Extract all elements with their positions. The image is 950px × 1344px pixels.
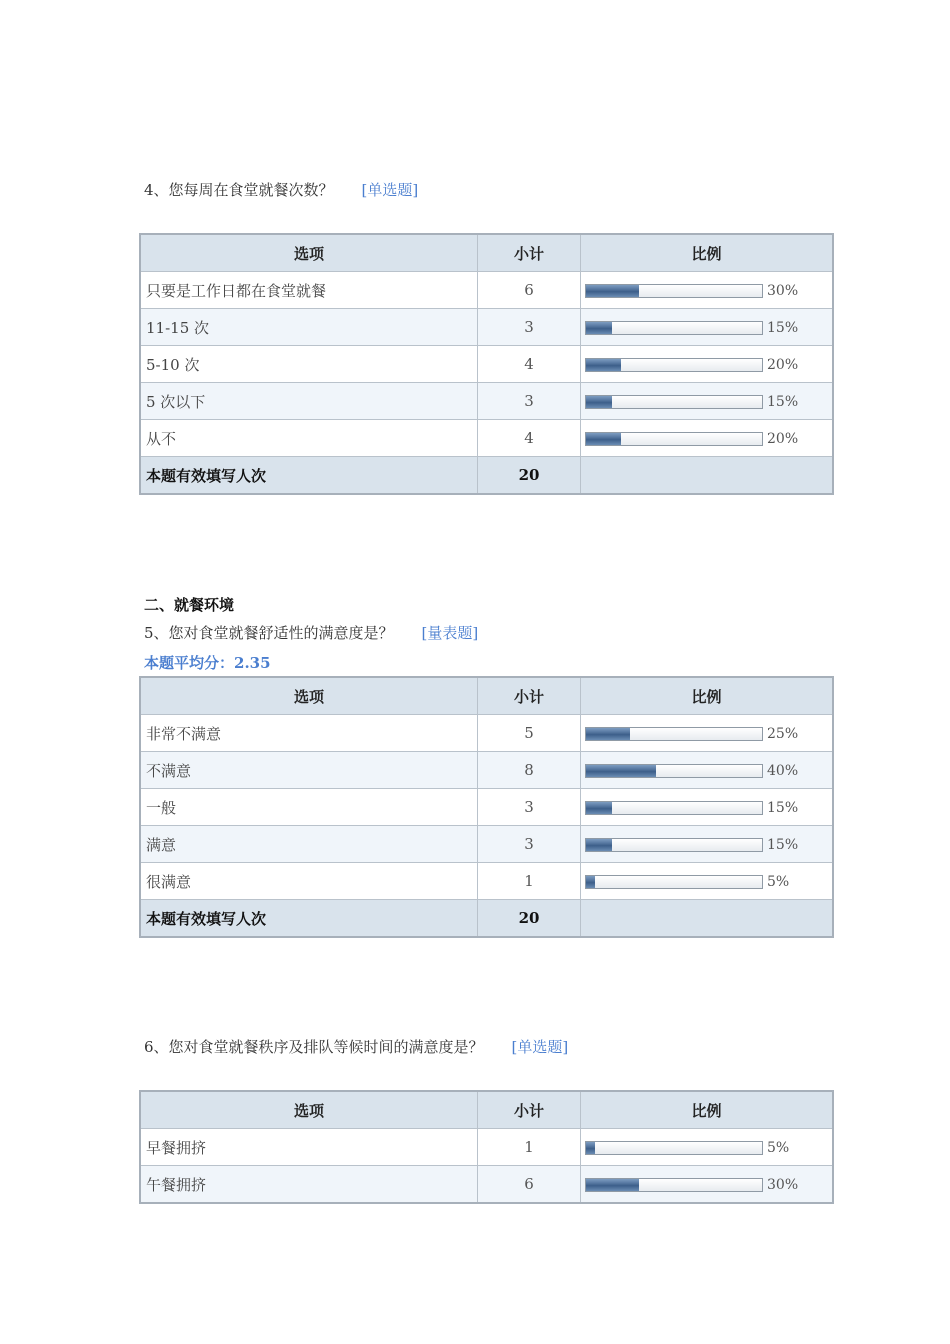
question-5-text: 5、您对食堂就餐舒适性的满意度是？ — [144, 624, 394, 642]
percent-label: 40% — [767, 763, 799, 779]
summary-label: 本题有效填写人次 — [140, 457, 478, 495]
option-label: 午餐拥挤 — [140, 1166, 478, 1204]
summary-label: 本题有效填写人次 — [140, 900, 478, 938]
ratio-cell — [581, 420, 834, 457]
table-header-row — [140, 1091, 833, 1129]
percent-label: 25% — [767, 726, 799, 742]
percent-label: 20% — [767, 357, 799, 373]
table-row — [140, 752, 833, 789]
ratio-cell — [581, 309, 834, 346]
ratio-cell — [581, 272, 834, 309]
option-count: 1 — [478, 1129, 581, 1166]
table-row — [140, 420, 833, 457]
option-label: 从不 — [140, 420, 478, 457]
percent-label: 15% — [767, 320, 799, 336]
summary-empty-cell — [581, 900, 834, 938]
question-5-type: [量表题] — [421, 624, 479, 642]
option-label: 只要是工作日都在食堂就餐 — [140, 272, 478, 309]
option-count: 3 — [478, 309, 581, 346]
question-6-table — [139, 1090, 834, 1204]
percent-label: 20% — [767, 431, 799, 447]
question-6-title — [144, 1036, 568, 1057]
percent-label: 30% — [767, 283, 799, 299]
ratio-cell — [581, 383, 834, 420]
table-row — [140, 715, 833, 752]
section-title: 二、就餐环境 — [144, 596, 235, 614]
option-count: 8 — [478, 752, 581, 789]
progress-bar — [585, 764, 763, 778]
table-row — [140, 826, 833, 863]
ratio-cell — [581, 789, 834, 826]
option-label: 5 次以下 — [140, 383, 478, 420]
table-row — [140, 1166, 833, 1204]
option-count: 6 — [478, 272, 581, 309]
ratio-cell — [581, 826, 834, 863]
average-score: 本题平均分：2.35 — [144, 654, 271, 672]
progress-bar — [585, 838, 763, 852]
progress-bar — [585, 1141, 763, 1155]
summary-row — [140, 457, 833, 495]
question-4-text: 4、您每周在食堂就餐次数？ — [144, 181, 334, 199]
percent-label: 5% — [767, 874, 790, 890]
progress-bar-fill — [586, 322, 612, 334]
percent-label: 15% — [767, 837, 799, 853]
column-header-ratio: 比例 — [581, 677, 834, 715]
table-row — [140, 1129, 833, 1166]
column-header-ratio: 比例 — [581, 234, 834, 272]
option-label: 一般 — [140, 789, 478, 826]
question-4-title — [144, 179, 418, 200]
column-header-option: 选项 — [140, 1091, 478, 1129]
percent-label: 5% — [767, 1140, 790, 1156]
table-header-row — [140, 677, 833, 715]
table-row — [140, 309, 833, 346]
ratio-cell — [581, 715, 834, 752]
column-header-option: 选项 — [140, 234, 478, 272]
progress-bar — [585, 1178, 763, 1192]
progress-bar-fill — [586, 396, 612, 408]
option-count: 4 — [478, 346, 581, 383]
table-header-row — [140, 234, 833, 272]
progress-bar-fill — [586, 728, 630, 740]
column-header-count: 小计 — [478, 234, 581, 272]
column-header-count: 小计 — [478, 677, 581, 715]
progress-bar-fill — [586, 433, 621, 445]
column-header-ratio: 比例 — [581, 1091, 834, 1129]
summary-count: 20 — [478, 457, 581, 495]
progress-bar-fill — [586, 285, 639, 297]
table-row — [140, 346, 833, 383]
progress-bar-fill — [586, 802, 612, 814]
option-count: 3 — [478, 826, 581, 863]
ratio-cell — [581, 752, 834, 789]
question-4-table — [139, 233, 834, 495]
percent-label: 30% — [767, 1177, 799, 1193]
option-label: 不满意 — [140, 752, 478, 789]
ratio-cell — [581, 863, 834, 900]
option-count: 3 — [478, 383, 581, 420]
option-label: 很满意 — [140, 863, 478, 900]
percent-label: 15% — [767, 394, 799, 410]
progress-bar — [585, 432, 763, 446]
option-count: 1 — [478, 863, 581, 900]
question-6-type: [单选题] — [511, 1038, 569, 1056]
option-count: 3 — [478, 789, 581, 826]
column-header-option: 选项 — [140, 677, 478, 715]
progress-bar — [585, 358, 763, 372]
question-5-title — [144, 622, 478, 643]
option-label: 11-15 次 — [140, 309, 478, 346]
progress-bar — [585, 727, 763, 741]
progress-bar-fill — [586, 765, 656, 777]
progress-bar-fill — [586, 876, 595, 888]
progress-bar-fill — [586, 359, 621, 371]
summary-empty-cell — [581, 457, 834, 495]
question-4-type: [单选题] — [361, 181, 419, 199]
progress-bar-fill — [586, 1179, 639, 1191]
question-5-table — [139, 676, 834, 938]
option-count: 5 — [478, 715, 581, 752]
option-label: 满意 — [140, 826, 478, 863]
progress-bar-fill — [586, 1142, 595, 1154]
option-label: 5-10 次 — [140, 346, 478, 383]
table-row — [140, 383, 833, 420]
progress-bar — [585, 801, 763, 815]
table-row — [140, 789, 833, 826]
column-header-count: 小计 — [478, 1091, 581, 1129]
progress-bar-fill — [586, 839, 612, 851]
progress-bar — [585, 395, 763, 409]
option-label: 早餐拥挤 — [140, 1129, 478, 1166]
ratio-cell — [581, 1166, 834, 1204]
table-row — [140, 272, 833, 309]
percent-label: 15% — [767, 800, 799, 816]
progress-bar — [585, 284, 763, 298]
option-count: 4 — [478, 420, 581, 457]
summary-row — [140, 900, 833, 938]
question-6-text: 6、您对食堂就餐秩序及排队等候时间的满意度是？ — [144, 1038, 484, 1056]
summary-count: 20 — [478, 900, 581, 938]
progress-bar — [585, 875, 763, 889]
option-label: 非常不满意 — [140, 715, 478, 752]
ratio-cell — [581, 1129, 834, 1166]
table-row — [140, 863, 833, 900]
progress-bar — [585, 321, 763, 335]
option-count: 6 — [478, 1166, 581, 1204]
ratio-cell — [581, 346, 834, 383]
